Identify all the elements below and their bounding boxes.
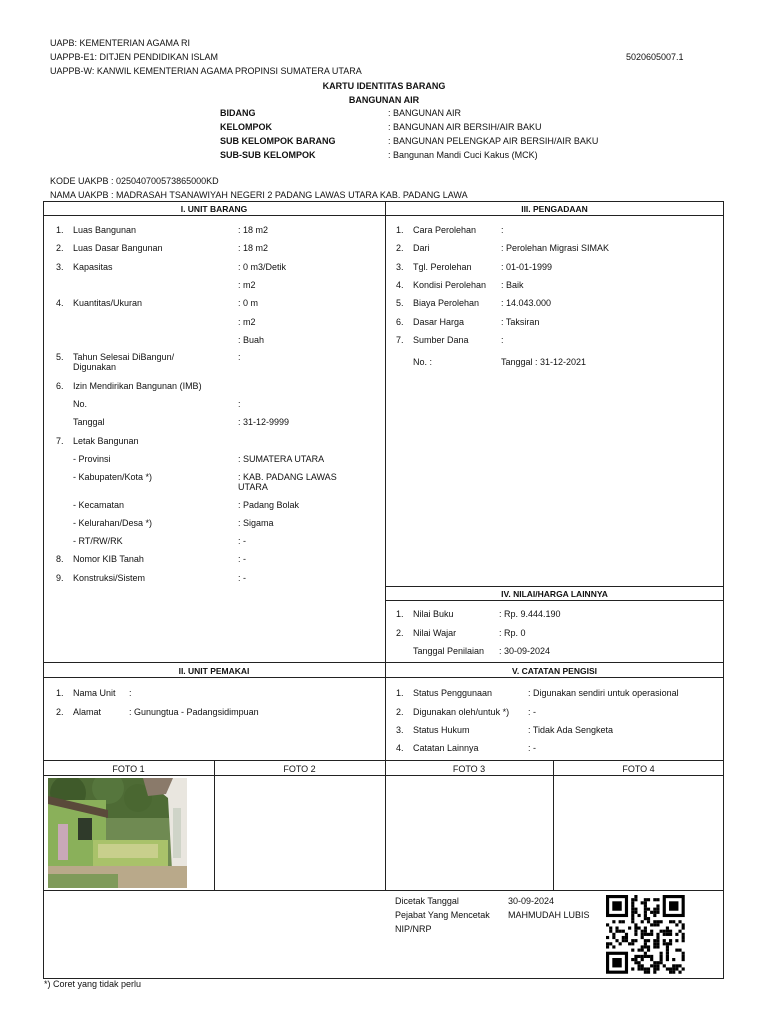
nilai-value: : Rp. 0 xyxy=(499,628,526,638)
pengadaan-no: 1. xyxy=(396,225,404,235)
pemakai-label: Nama Unit xyxy=(73,688,116,698)
pemakai-no: 2. xyxy=(56,707,64,717)
unit-barang-no: 7. xyxy=(56,436,64,446)
nilai-label: Nilai Wajar xyxy=(413,628,457,638)
pengadaan-value: : 01-01-1999 xyxy=(501,262,553,272)
pengadaan-value: : xyxy=(501,225,504,235)
catatan-no: 1. xyxy=(396,688,404,698)
catatan-label: Status Hukum xyxy=(413,725,470,735)
building-photo xyxy=(48,778,187,888)
catatan-label: Status Penggunaan xyxy=(413,688,493,698)
unit-barang-label: Kapasitas xyxy=(73,262,113,272)
pengadaan-label: Tgl. Perolehan xyxy=(413,262,472,272)
pengadaan-label: Kondisi Perolehan xyxy=(413,280,487,290)
pengadaan-no: 4. xyxy=(396,280,404,290)
sub-kelompok-value: : BANGUNAN PELENGKAP AIR BERSIH/AIR BAKU xyxy=(388,136,599,146)
catatan-no: 2. xyxy=(396,707,404,717)
section-pengadaan-title: III. PENGADAAN xyxy=(521,204,588,214)
unit-barang-no: 5. xyxy=(56,352,64,362)
unit-barang-value: : - xyxy=(238,536,246,546)
unit-barang-value: : Sigama xyxy=(238,518,274,528)
pengadaan-label: Dari xyxy=(413,243,430,253)
unit-barang-label: Luas Bangunan xyxy=(73,225,137,235)
catatan-no: 4. xyxy=(396,743,404,753)
unit-barang-label: Letak Bangunan xyxy=(73,436,139,446)
nilai-label: Tanggal Penilaian xyxy=(413,646,485,656)
pemakai-value: : xyxy=(129,688,132,698)
uappb-w-line: UAPPB-W: KANWIL KEMENTERIAN AGAMA PROPINSI SUMATERA UTARA xyxy=(50,66,362,76)
sub-sub-kelompok-label: SUB-SUB KELOMPOK xyxy=(220,150,316,160)
pengadaan-no: 2. xyxy=(396,243,404,253)
pengadaan-value: : xyxy=(501,335,504,345)
catatan-value: : - xyxy=(528,707,536,717)
unit-barang-label: Izin Mendirikan Bangunan (IMB) xyxy=(73,381,202,391)
unit-barang-label: - Kabupaten/Kota *) xyxy=(73,472,153,482)
unit-barang-label: - Kecamatan xyxy=(73,500,125,510)
unit-barang-value: : KAB. PADANG LAWAS UTARA xyxy=(238,472,337,492)
nilai-no: 1. xyxy=(396,609,404,619)
pengadaan-value: : Baik xyxy=(501,280,524,290)
document-code: 5020605007.1 xyxy=(626,52,684,62)
unit-barang-no: 3. xyxy=(56,262,64,272)
unit-barang-value: : 0 m3/Detik xyxy=(238,262,287,272)
bidang-value: : BANGUNAN AIR xyxy=(388,108,462,118)
unit-barang-no: 9. xyxy=(56,573,64,583)
unit-barang-value: : 18 m2 xyxy=(238,243,269,253)
qr-code-image xyxy=(598,893,704,976)
unit-barang-value: : - xyxy=(238,573,246,583)
section-unit-barang-title: I. UNIT BARANG xyxy=(180,204,248,214)
unit-barang-no: 8. xyxy=(56,554,64,564)
unit-barang-value: : xyxy=(238,352,241,362)
nilai-value: : 30-09-2024 xyxy=(499,646,551,656)
catatan-label: Digunakan oleh/untuk *) xyxy=(413,707,510,717)
section-nilai-title: IV. NILAI/HARGA LAINNYA xyxy=(501,589,608,599)
unit-barang-label: No. xyxy=(73,399,88,409)
pengadaan-value: : Perolehan Migrasi SIMAK xyxy=(501,243,610,253)
unit-barang-value: : 31-12-9999 xyxy=(238,417,290,427)
sub-kelompok-label: SUB KELOMPOK BARANG xyxy=(220,136,336,146)
qr-code-icon xyxy=(598,893,704,976)
section-catatan-title: V. CATATAN PENGISI xyxy=(511,666,597,676)
pengadaan-label: Biaya Perolehan xyxy=(413,298,480,308)
pengadaan-label: Dasar Harga xyxy=(413,317,465,327)
pejabat-value: MAHMUDAH LUBIS xyxy=(508,910,590,920)
unit-barang-value: : xyxy=(238,399,241,409)
page-subtitle: BANGUNAN AIR xyxy=(348,95,420,105)
unit-barang-value: : Padang Bolak xyxy=(238,500,300,510)
catatan-no: 3. xyxy=(396,725,404,735)
dicetak-value: 30-09-2024 xyxy=(508,896,555,906)
pengadaan-value: : Taksiran xyxy=(501,317,540,327)
unit-barang-no: 4. xyxy=(56,298,64,308)
unit-barang-value: : m2 xyxy=(238,280,256,290)
bidang-label: BIDANG xyxy=(220,108,256,118)
dicetak-label: Dicetak Tanggal xyxy=(395,896,459,906)
unit-barang-label: - Kelurahan/Desa *) xyxy=(73,518,153,528)
nilai-label: Nilai Buku xyxy=(413,609,454,619)
pengadaan-label: Cara Perolehan xyxy=(413,225,477,235)
unit-barang-no: 1. xyxy=(56,225,64,235)
unit-barang-label: - RT/RW/RK xyxy=(73,536,123,546)
catatan-value: : - xyxy=(528,743,536,753)
pejabat-label: Pejabat Yang Mencetak xyxy=(395,910,490,920)
pemakai-value: : Gunungtua - Padangsidimpuan xyxy=(129,707,259,717)
pengadaan-no: 6. xyxy=(396,317,404,327)
kelompok-value: : BANGUNAN AIR BERSIH/AIR BAKU xyxy=(388,122,542,132)
page-title: KARTU IDENTITAS BARANG xyxy=(322,81,446,91)
unit-barang-label: Kuantitas/Ukuran xyxy=(73,298,143,308)
nilai-no: 2. xyxy=(396,628,404,638)
pemakai-label: Alamat xyxy=(73,707,102,717)
unit-barang-label: Konstruksi/Sistem xyxy=(73,573,146,583)
catatan-label: Catatan Lainnya xyxy=(413,743,479,753)
unit-barang-value: : SUMATERA UTARA xyxy=(238,454,325,464)
pengadaan-no: 3. xyxy=(396,262,404,272)
pengadaan-label: Sumber Dana xyxy=(413,335,469,345)
unit-barang-value: : 18 m2 xyxy=(238,225,269,235)
unit-barang-label: Tahun Selesai DiBangun/ Digunakan xyxy=(73,352,175,372)
unit-barang-label: Tanggal xyxy=(73,417,105,427)
unit-barang-no: 6. xyxy=(56,381,64,391)
nip-label: NIP/NRP xyxy=(395,924,432,934)
footnote: *) Coret yang tidak perlu xyxy=(44,979,142,989)
uapb-line: UAPB: KEMENTERIAN AGAMA RI xyxy=(50,38,191,48)
photo-4-label: FOTO 4 xyxy=(622,764,655,774)
sub-sub-kelompok-value: : Bangunan Mandi Cuci Kakus (MCK) xyxy=(388,150,538,160)
pengadaan-value: : 14.043.000 xyxy=(501,298,552,308)
unit-barang-value: : 0 m xyxy=(238,298,259,308)
kode-uakpb: KODE UAKPB : 025040700573865000KD xyxy=(50,176,219,186)
section-unit-pemakai-title: II. UNIT PEMAKAI xyxy=(178,666,250,676)
pengadaan-no: 5. xyxy=(396,298,404,308)
unit-barang-value: : Buah xyxy=(238,335,265,345)
uappb-e1-line: UAPPB-E1: DITJEN PENDIDIKAN ISLAM xyxy=(50,52,219,62)
pengadaan-no: 7. xyxy=(396,335,404,345)
catatan-value: : Tidak Ada Sengketa xyxy=(528,725,614,735)
kelompok-label: KELOMPOK xyxy=(220,122,273,132)
nama-uakpb: NAMA UAKPB : MADRASAH TSANAWIYAH NEGERI 2 PADANG LAWAS UTARA KAB. PADANG LAWA xyxy=(50,190,468,200)
unit-barang-value: : - xyxy=(238,554,246,564)
sumber-dana-no: No. : xyxy=(413,357,433,367)
unit-barang-label: Nomor KIB Tanah xyxy=(73,554,144,564)
photo-2-label: FOTO 2 xyxy=(283,764,316,774)
unit-barang-value: : m2 xyxy=(238,317,256,327)
catatan-value: : Digunakan sendiri untuk operasional xyxy=(528,688,679,698)
unit-barang-no: 2. xyxy=(56,243,64,253)
photo-3-label: FOTO 3 xyxy=(452,764,486,774)
photo-1-label: FOTO 1 xyxy=(112,764,145,774)
pemakai-no: 1. xyxy=(56,688,64,698)
unit-barang-label: Luas Dasar Bangunan xyxy=(73,243,163,253)
unit-barang-label: - Provinsi xyxy=(73,454,111,464)
nilai-value: : Rp. 9.444.190 xyxy=(499,609,561,619)
sumber-dana-tanggal: Tanggal : 31-12-2021 xyxy=(501,357,587,367)
